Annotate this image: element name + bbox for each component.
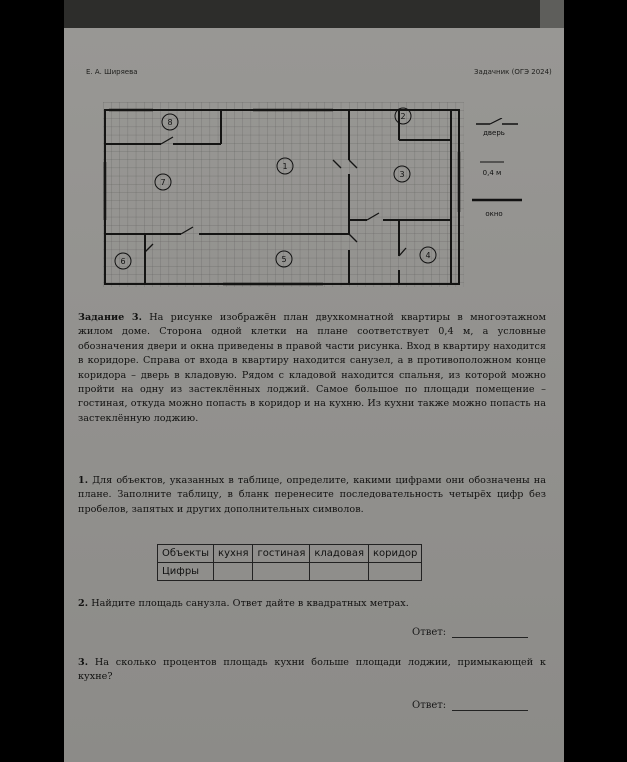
question-1	[78, 474, 546, 517]
table-header: гостиная	[253, 545, 310, 563]
q1-text: Для объектов, указанных в таблице, определите, какими цифрами они обозначены на плане. Заполните таблицу, в бланк перенесите последовательность четырёх цифр без пробелов, запятых и других дополнительных символов.	[78, 475, 546, 515]
answer-table	[157, 544, 422, 581]
legend-scale: 0,4 м	[482, 169, 502, 177]
table-answer-row	[158, 563, 422, 581]
task-paragraph	[78, 311, 546, 426]
room-label-6: 6	[120, 257, 126, 266]
room-label-1: 1	[282, 162, 288, 171]
table-header: коридор	[369, 545, 422, 563]
row-label: Цифры	[158, 563, 214, 581]
table-header: кухня	[214, 545, 253, 563]
q3-number: 3.	[78, 657, 89, 668]
q2-answer	[412, 627, 528, 638]
floor-plan	[103, 102, 464, 287]
question-3	[78, 656, 546, 685]
task-text: На рисунке изображён план двухкомнатной квартиры в многоэтажном жилом доме. Сторона одной клетки на плане соответствует 0,4 м, а условные обозначения двери и окна приведены в правой части рисунка. Вход в квартиру находится в коридоре. Справа от входа в квартиру находится санузел, а в противоположном конце коридора – дверь в кладовую. Рядом с кладовой находится спальня, из которой можно пройти на одну из застеклённых лоджий. Самое большое по площади помещение – гостиная, откуда можно попасть в коридор и на кухню. Из кухни также можно попасть на застеклённую лоджию.	[78, 312, 547, 424]
room-label-8: 8	[167, 118, 173, 127]
table-header-row	[158, 545, 422, 563]
plan-legend	[468, 118, 548, 223]
room-label-7: 7	[160, 178, 166, 187]
answer-cell[interactable]	[253, 563, 310, 581]
q3-answer	[412, 700, 528, 711]
question-2	[78, 597, 546, 611]
photo-shadow	[540, 0, 564, 30]
q3-answer-label: Ответ:	[412, 700, 447, 711]
q2-answer-blank[interactable]	[452, 627, 528, 638]
answer-cell[interactable]	[214, 563, 253, 581]
legend-window: окно	[485, 210, 503, 218]
table-header: кладовая	[310, 545, 369, 563]
q2-answer-label: Ответ:	[412, 627, 447, 638]
table-header: Объекты	[158, 545, 214, 563]
answer-cell[interactable]	[310, 563, 369, 581]
q2-number: 2.	[78, 598, 89, 609]
q3-text: На сколько процентов площадь кухни больше площади лоджии, примыкающей к кухне?	[78, 657, 546, 683]
answer-cell[interactable]	[369, 563, 422, 581]
legend-door: дверь	[483, 129, 505, 137]
q1-number: 1.	[78, 475, 89, 486]
room-label-2: 2	[400, 112, 406, 121]
room-label-5: 5	[281, 255, 287, 264]
room-label-3: 3	[399, 170, 405, 179]
task-title: Задание 3.	[78, 312, 142, 323]
q3-answer-blank[interactable]	[452, 700, 528, 711]
room-label-4: 4	[425, 251, 431, 260]
header-author: Е. А. Ширяева	[86, 68, 138, 76]
q2-text: Найдите площадь санузла. Ответ дайте в квадратных метрах.	[91, 598, 409, 609]
header-book: Задачник (ОГЭ 2024)	[474, 68, 552, 76]
photo-dark-top	[64, 0, 564, 30]
